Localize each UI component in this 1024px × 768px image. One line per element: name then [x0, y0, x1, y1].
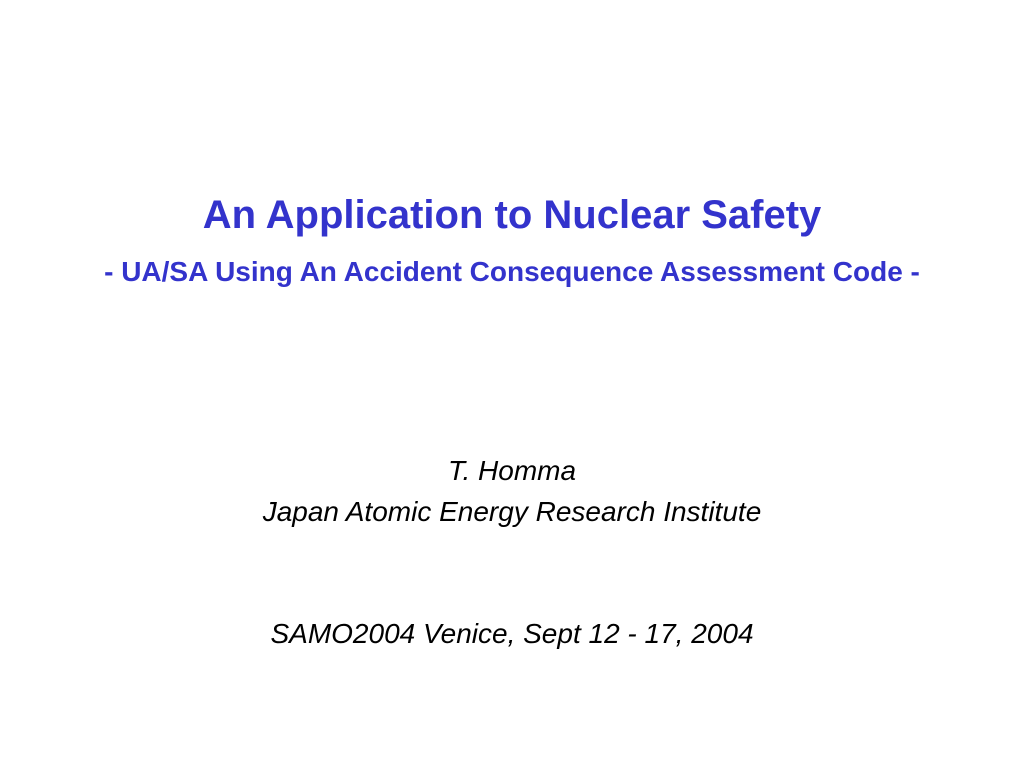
event-info: SAMO2004 Venice, Sept 12 - 17, 2004 [270, 618, 754, 649]
slide-title: An Application to Nuclear Safety [202, 193, 822, 237]
slide-subtitle: - UA/SA Using An Accident Consequence Assessment Code - [104, 256, 920, 287]
author-institute: Japan Atomic Energy Research Institute [262, 496, 762, 527]
author-name: T. Homma [447, 455, 577, 486]
